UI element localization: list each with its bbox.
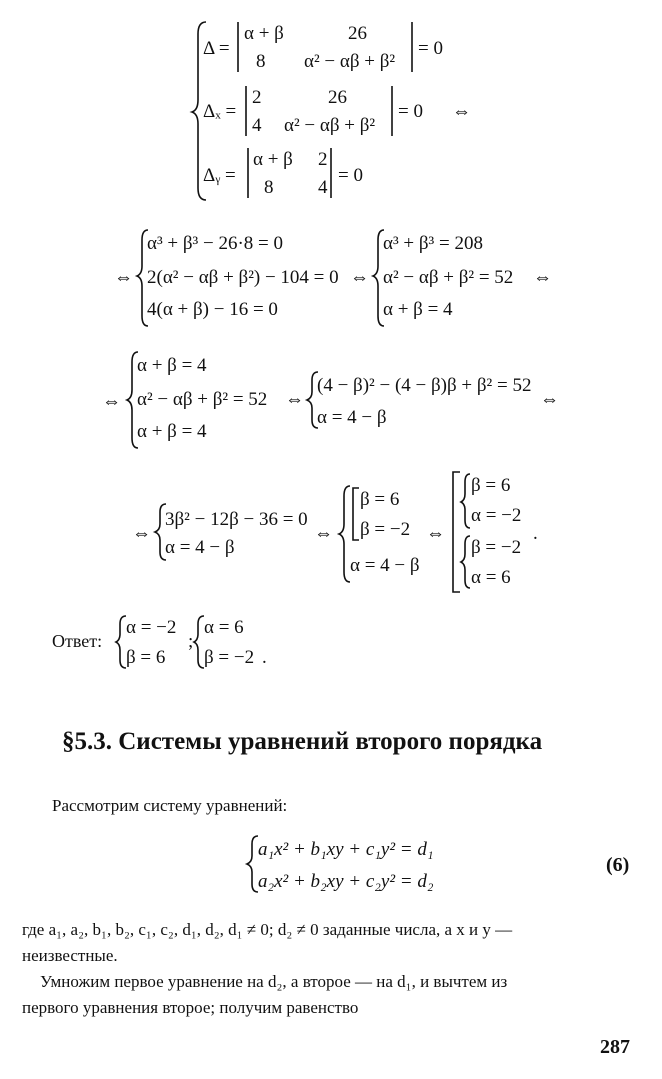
eq-dx-lhs: Δₓ =	[203, 101, 237, 122]
separator: ;	[188, 631, 194, 652]
answer-line: α = 6	[204, 617, 244, 638]
equiv-arrow: ⇔	[540, 389, 559, 410]
intro-text: Рассмотрим систему уравнений:	[52, 796, 288, 815]
equiv-arrow: ⇔	[102, 391, 121, 412]
period: .	[262, 647, 267, 668]
det-entry: 26	[328, 87, 347, 108]
system-line: (4 − β)² − (4 − β)β + β² = 52	[317, 375, 532, 396]
paragraph-line: Умножим первое уравнение на d₂, а второе — на d₁, и вычтем из	[40, 972, 508, 991]
answer-line: β = −2	[204, 647, 255, 668]
eq-delta-lhs: Δ =	[203, 38, 230, 59]
brace-block4-right2	[461, 536, 470, 588]
equiv-arrow: ⇔	[533, 267, 552, 288]
system-line: α = 4 − β	[350, 555, 420, 576]
system-line: β = 6	[471, 475, 511, 496]
det-entry: 8	[264, 177, 274, 198]
equiv-arrow: ⇔	[426, 523, 445, 544]
brace-answer2	[194, 616, 204, 668]
bracket-block4-right	[453, 472, 460, 592]
system-line: α² − αβ + β² = 52	[383, 267, 514, 288]
equiv-arrow: ⇔	[132, 523, 151, 544]
equiv-arrow: ⇔	[314, 523, 333, 544]
answer-label: Ответ:	[52, 631, 103, 651]
system-line: α = −2	[471, 505, 522, 526]
system-line: α + β = 4	[383, 299, 453, 320]
period: .	[533, 523, 538, 544]
answer-line: α = −2	[126, 617, 177, 638]
system-line: α = 6	[471, 567, 511, 588]
section-title: §5.3. Системы уравнений второго порядка	[62, 728, 543, 755]
det-entry: α + β	[253, 149, 293, 170]
system-line: α + β = 4	[137, 421, 207, 442]
system-line: β = 6	[360, 489, 400, 510]
det-entry: 8	[256, 51, 266, 72]
system-line: α = 4 − β	[317, 407, 387, 428]
det-entry: α² − αβ + β²	[284, 115, 376, 136]
answer-line: β = 6	[126, 647, 166, 668]
det-entry: α² − αβ + β²	[304, 51, 396, 72]
system6-line: a₁x² + b₁xy + c₁y² = d₁	[258, 839, 434, 860]
system-line: α + β = 4	[137, 355, 207, 376]
det-entry: 4	[318, 177, 328, 198]
det-entry: 26	[348, 23, 367, 44]
system-line: 3β² − 12β − 36 = 0	[165, 509, 308, 530]
eq-dy-lhs: Δᵧ =	[203, 165, 236, 186]
eq-dx-rhs: = 0	[398, 101, 423, 122]
page-number: 287	[600, 1036, 630, 1058]
paragraph-line: первого уравнения второе; получим равенство	[22, 998, 359, 1017]
equiv-arrow: ⇔	[114, 267, 133, 288]
det-entry: 4	[252, 115, 262, 136]
eq-delta-rhs: = 0	[418, 38, 443, 59]
system-line: β = −2	[360, 519, 411, 540]
equiv-arrow: ⇔	[452, 101, 471, 122]
equation-number: (6)	[606, 854, 630, 876]
brace-block4-mid	[339, 486, 350, 582]
system-line: α³ + β³ − 26·8 = 0	[147, 233, 283, 254]
system-line: β = −2	[471, 537, 522, 558]
brace-block4-right1	[461, 474, 470, 528]
paragraph-line: неизвестные.	[22, 946, 118, 965]
det-entry: 2	[252, 87, 262, 108]
det-entry: 2	[318, 149, 328, 170]
system-line: α³ + β³ = 208	[383, 233, 483, 254]
equiv-arrow: ⇔	[350, 267, 369, 288]
system-line: α = 4 − β	[165, 537, 235, 558]
brace-answer1	[116, 616, 126, 668]
system-line: α² − αβ + β² = 52	[137, 389, 268, 410]
det-entry: α + β	[244, 23, 284, 44]
equiv-arrow: ⇔	[285, 389, 304, 410]
paragraph-line: где a₁, a₂, b₁, b₂, c₁, c₂, d₁, d₂, d₁ ≠ 0; d₂ ≠ 0 заданные числа, а x и y —	[22, 920, 513, 939]
system-line: 2(α² − αβ + β²) − 104 = 0	[147, 267, 339, 288]
bracket-block4-mid	[353, 488, 359, 540]
eq-dy-rhs: = 0	[338, 165, 363, 186]
brace-system6	[247, 836, 258, 892]
system6-line: a₂x² + b₂xy + c₂y² = d₂	[258, 871, 434, 892]
system-line: 4(α + β) − 16 = 0	[147, 299, 278, 320]
